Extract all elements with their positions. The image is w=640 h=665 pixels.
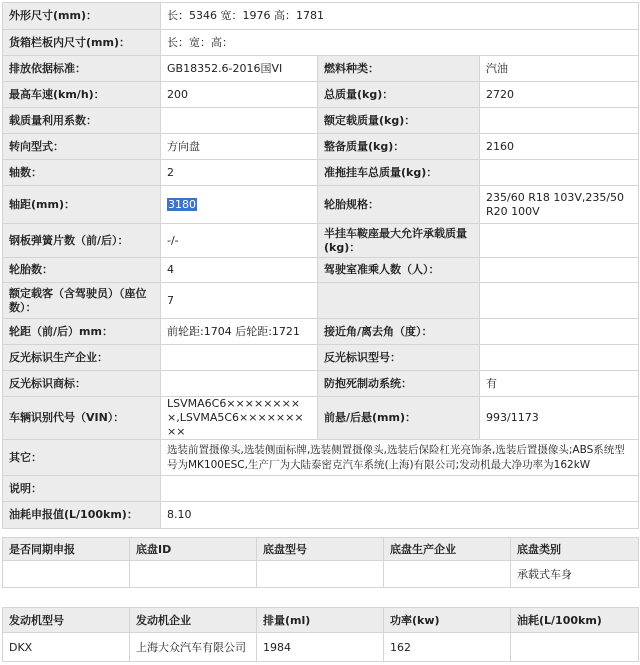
spec-row-emission — [3, 56, 639, 82]
gross-mass-value: 2720 — [480, 82, 639, 108]
steering-label: 转向型式： — [3, 134, 161, 160]
approach-angle-label: 接近角/离去角（度）： — [318, 319, 480, 345]
saddle-load-label: 半挂车鞍座最大允许承载质量(kg)： — [318, 224, 480, 258]
rated-load-value — [480, 108, 639, 134]
axles-value: 2 — [161, 160, 318, 186]
chassis-data-cell — [384, 561, 511, 588]
engine-header-cell: 功率(kw) — [384, 608, 511, 633]
spec-row-reflector-brand — [3, 371, 639, 397]
gross-mass-label: 总质量(kg)： — [318, 82, 480, 108]
engine-data-row — [3, 633, 639, 662]
chassis-header-cell: 是否同期申报 — [3, 538, 130, 561]
cab-capacity-value — [480, 258, 639, 283]
cargo-box-value: 长：宽：高： — [161, 30, 639, 56]
spec-row-wheelbase — [3, 186, 639, 224]
overhang-value: 993/1173 — [480, 397, 639, 440]
seats-blank-value — [480, 283, 639, 319]
chassis-header-cell: 底盘ID — [130, 538, 257, 561]
note-label: 说明： — [3, 476, 161, 502]
emission-value: GB18352.6-2016国VI — [161, 56, 318, 82]
cab-capacity-label: 驾驶室准乘人数（人）： — [318, 258, 480, 283]
leaf-springs-label: 钢板弹簧片数（前/后）： — [3, 224, 161, 258]
fuel-type-label: 燃料种类： — [318, 56, 480, 82]
spec-row-fuel-declared — [3, 502, 639, 529]
spec-row-steering — [3, 134, 639, 160]
engine-header-cell: 发动机型号 — [3, 608, 130, 633]
reflector-brand-value — [161, 371, 318, 397]
max-speed-label: 最高车速(km/h)： — [3, 82, 161, 108]
dimensions-value: 长：5346 宽：1976 高：1781 — [161, 3, 639, 30]
spec-row-tires — [3, 258, 639, 283]
reflector-maker-label: 反光标识生产企业： — [3, 345, 161, 371]
seats-label: 额定载客（含驾驶员）（座位数）： — [3, 283, 161, 319]
engine-data-cell: 162 — [384, 633, 511, 662]
engine-data-cell: 上海大众汽车有限公司 — [130, 633, 257, 662]
load-factor-label: 载质量利用系数： — [3, 108, 161, 134]
emission-label: 排放依据标准： — [3, 56, 161, 82]
reflector-maker-value — [161, 345, 318, 371]
curb-mass-value: 2160 — [480, 134, 639, 160]
reflector-brand-label: 反光标识商标： — [3, 371, 161, 397]
chassis-header-row — [3, 538, 639, 561]
engine-header-cell: 油耗(L/100km) — [511, 608, 639, 633]
chassis-header-cell: 底盘型号 — [257, 538, 384, 561]
chassis-header-cell: 底盘生产企业 — [384, 538, 511, 561]
abs-label: 防抱死制动系统： — [318, 371, 480, 397]
spec-row-dimensions — [3, 3, 639, 30]
fuel-declared-label: 油耗申报值(L/100km)： — [3, 502, 161, 529]
chassis-data-cell — [3, 561, 130, 588]
seats-blank-label — [318, 283, 480, 319]
vin-label: 车辆识别代号（VIN）： — [3, 397, 161, 440]
engine-header-cell: 发动机企业 — [130, 608, 257, 633]
track-label: 轮距（前/后）mm： — [3, 319, 161, 345]
reflector-model-label: 反光标识型号： — [318, 345, 480, 371]
spec-row-vin — [3, 397, 639, 440]
seats-value: 7 — [161, 283, 318, 319]
abs-value: 有 — [480, 371, 639, 397]
trailer-mass-label: 准拖挂车总质量(kg)： — [318, 160, 480, 186]
note-value — [161, 476, 639, 502]
wheelbase-label: 轴距(mm)： — [3, 186, 161, 224]
reflector-model-value — [480, 345, 639, 371]
spec-row-max-speed — [3, 82, 639, 108]
tire-spec-label: 轮胎规格： — [318, 186, 480, 224]
tire-spec-value: 235/60 R18 103V,235/50 R20 100V — [480, 186, 639, 224]
engine-header-cell: 排量(ml) — [257, 608, 384, 633]
spec-row-cargo-box — [3, 30, 639, 56]
engine-data-cell — [511, 633, 639, 662]
cargo-box-label: 货箱栏板内尺寸(mm)： — [3, 30, 161, 56]
chassis-table — [2, 537, 639, 588]
saddle-load-value — [480, 224, 639, 258]
spec-row-load-factor — [3, 108, 639, 134]
engine-data-cell: DKX — [3, 633, 130, 662]
track-value: 前轮距:1704 后轮距:1721 — [161, 319, 318, 345]
spec-row-note — [3, 476, 639, 502]
engine-table — [2, 607, 639, 662]
chassis-data-cell — [130, 561, 257, 588]
load-factor-value — [161, 108, 318, 134]
fuel-type-value: 汽油 — [480, 56, 639, 82]
chassis-data-row — [3, 561, 639, 588]
other-label: 其它： — [3, 440, 161, 476]
overhang-label: 前悬/后悬(mm)： — [318, 397, 480, 440]
spec-row-track — [3, 319, 639, 345]
engine-data-cell: 1984 — [257, 633, 384, 662]
spec-row-reflector-maker — [3, 345, 639, 371]
tire-count-value: 4 — [161, 258, 318, 283]
dimensions-label: 外形尺寸(mm)： — [3, 3, 161, 30]
vin-value: LSVMA6C6×××××××××,LSVMA5C6××××××××× — [161, 397, 318, 440]
spec-row-axles — [3, 160, 639, 186]
vehicle-spec-table — [2, 2, 639, 529]
max-speed-value: 200 — [161, 82, 318, 108]
trailer-mass-value — [480, 160, 639, 186]
chassis-data-cell: 承载式车身 — [511, 561, 639, 588]
wheelbase-cell — [161, 186, 318, 224]
curb-mass-label: 整备质量(kg)： — [318, 134, 480, 160]
approach-angle-value — [480, 319, 639, 345]
spec-row-other — [3, 440, 639, 476]
other-value: 选装前置摄像头,选装侧面标牌,选装侧置摄像头,选装后保险杠光亮饰条,选装后置摄像头;ABS系统型号为MK100ESC,生产厂为大陆泰密克汽车系统(上海)有限公司;发动机最大净功率为162kW — [161, 440, 639, 476]
engine-header-row — [3, 608, 639, 633]
steering-value: 方向盘 — [161, 134, 318, 160]
rated-load-label: 额定载质量(kg)： — [318, 108, 480, 134]
chassis-header-cell: 底盘类别 — [511, 538, 639, 561]
spec-row-leaf-springs — [3, 224, 639, 258]
chassis-data-cell — [257, 561, 384, 588]
spec-row-seats — [3, 283, 639, 319]
wheelbase-value[interactable]: 3180 — [168, 197, 196, 211]
axles-label: 轴数： — [3, 160, 161, 186]
tire-count-label: 轮胎数： — [3, 258, 161, 283]
fuel-declared-value: 8.10 — [161, 502, 639, 529]
leaf-springs-value: -/- — [161, 224, 318, 258]
